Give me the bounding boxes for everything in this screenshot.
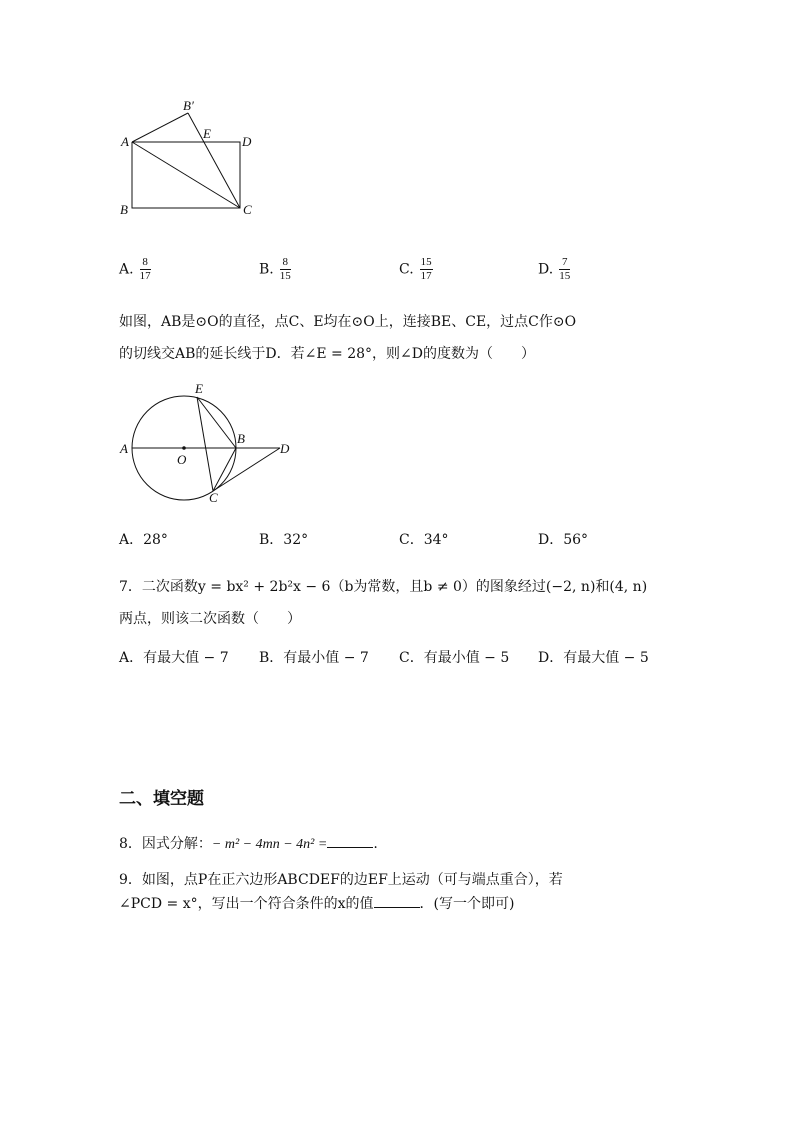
q5-option-b-num: 8 [280,256,291,270]
q6-line-2: 的切线交AB的延长线于D．若∠E = 28°，则∠D的度数为（ ） [119,346,535,362]
q8-expression: − m² − 4mn − 4n² = [211,837,328,852]
label-a: A [120,441,128,456]
q8-prefix: 8．因式分解： [119,836,212,852]
q7-option-d: D．有最大值 − 5 [538,650,649,666]
q5-option-c [399,256,433,283]
q9-answer-blank[interactable] [374,895,420,908]
segment-ce [197,397,213,491]
q5-option-a [119,256,151,283]
q7-option-a: A．有最大值 − 7 [119,650,229,666]
q5-option-b-den: 15 [279,270,291,282]
q5-option-d-num: 7 [559,256,570,270]
q8-answer-blank[interactable] [327,835,373,848]
section-heading: 二、填空题 [119,789,204,809]
figure-circle-tangent [112,378,302,508]
label-a: A [121,134,129,149]
q5-option-d-fraction [559,256,570,283]
segment-be [197,397,236,448]
q9-line-1: 9．如图，点P在正六边形ABCDEF的边EF上运动（可与端点重合），若 [119,872,563,888]
segment-b-prime-c [188,113,240,208]
q5-option-a-fraction [140,256,151,283]
q9-line-2 [119,893,514,913]
label-e: E [195,381,203,396]
q5-option-c-letter: C. [399,261,414,278]
q9-line-2-text: ∠PCD = x°，写出一个符合条件的x的值 [119,896,374,912]
q7-line-2: 两点，则该二次函数（ ） [119,611,301,627]
q5-option-b-letter: B. [259,261,274,278]
q6-option-c: C．34° [399,532,449,548]
q6-option-b: B．32° [259,532,309,548]
segment-bc [213,448,236,491]
label-c: C [209,490,218,505]
q6-option-a: A．28° [119,532,168,548]
label-b: B [237,431,245,446]
q7-option-c: C．有最小值 − 5 [399,650,510,666]
q7-line-1: 7．二次函数y = bx² + 2b²x − 6（b为常数，且b ≠ 0）的图象经过(−2, n)和(4, n) [119,579,648,595]
q5-option-b-fraction [280,256,291,283]
label-b-prime: B′ [183,98,194,113]
q8-suffix: . [373,836,378,852]
q5-option-c-num: 15 [420,256,432,268]
q8-line [119,833,378,853]
label-c: C [243,202,252,217]
q9-line-2-suffix: ．(写一个即可) [419,896,515,912]
q5-option-c-fraction [420,256,433,283]
q5-option-d-den: 15 [559,270,571,282]
diagonal-ac [132,142,240,208]
figure-rectangle-fold [112,92,262,222]
label-b: B [120,202,128,217]
label-d: D [280,441,290,456]
segment-ab-prime [132,113,188,142]
center-dot [182,446,186,450]
q5-option-a-num: 8 [140,256,151,270]
segment-cd [213,448,280,491]
q5-option-b [259,256,291,283]
q5-option-d-letter: D. [538,261,554,278]
label-d: D [242,134,252,149]
q5-option-d [538,256,570,283]
label-o: O [177,452,187,467]
q6-option-d: D．56° [538,532,589,548]
label-e: E [203,126,211,141]
q5-option-a-den: 17 [139,270,151,282]
q5-option-a-letter: A. [119,261,134,278]
q5-option-c-den: 17 [420,270,432,282]
q7-option-b: B．有最小值 − 7 [259,650,369,666]
q6-line-1: 如图，AB是⊙O的直径，点C、E均在⊙O上，连接BE、CE，过点C作⊙O [119,314,577,330]
